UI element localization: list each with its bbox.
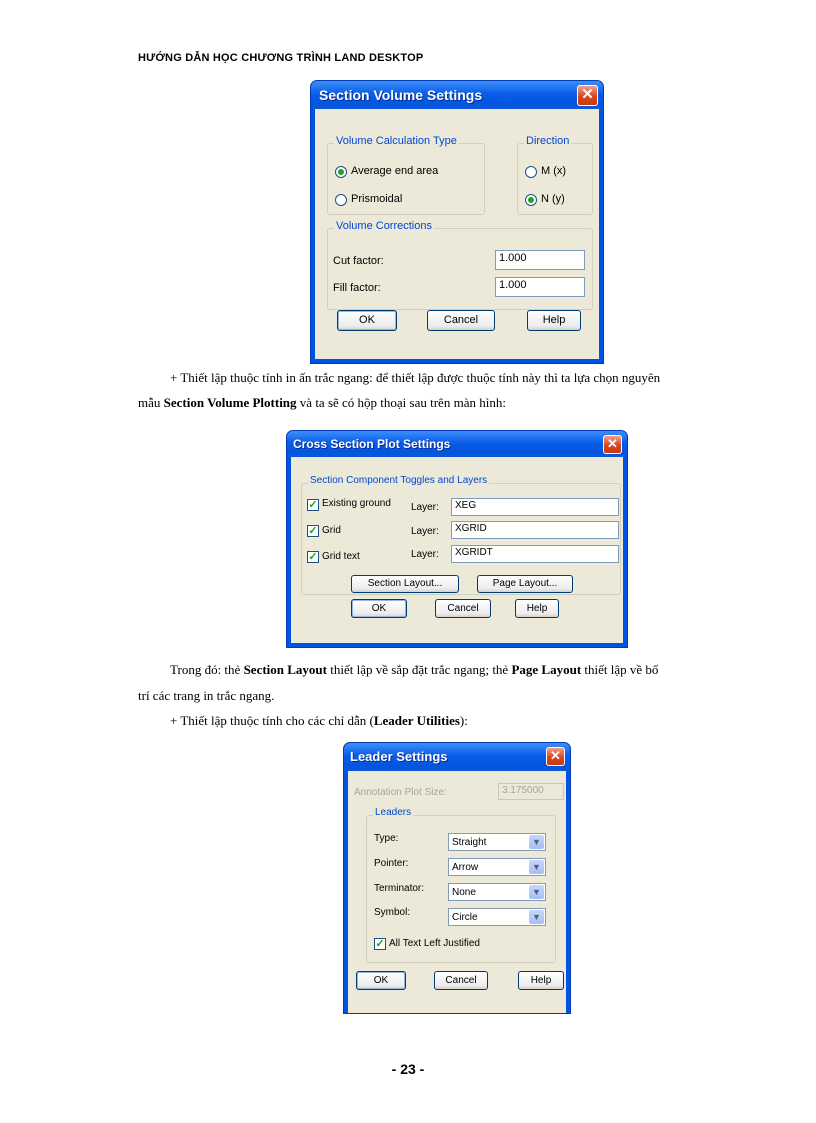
fill-factor-label: Fill factor: <box>333 282 381 294</box>
cross-section-plot-settings-dialog <box>286 430 628 648</box>
dialog-title: Section Volume Settings <box>319 87 483 103</box>
direction-n-label: N (y) <box>541 193 565 205</box>
group-legend: Volume Calculation Type <box>336 135 457 147</box>
text: + Thiết lập thuộc tính in ấn trắc ngang: để thiết lập được thuộc tính này thì ta lựa chọn nguyên <box>170 370 661 385</box>
type-label: Type: <box>374 833 399 844</box>
direction-m-label: M (x) <box>541 165 567 177</box>
bold-term: Leader Utilities <box>373 713 460 728</box>
grid-layer-input[interactable]: XGRID <box>451 521 619 539</box>
close-icon[interactable]: ✕ <box>546 747 565 766</box>
dialog-titlebar[interactable] <box>287 431 627 457</box>
terminator-label: Terminator: <box>374 883 425 894</box>
symbol-label: Symbol: <box>374 907 411 918</box>
dialog-client <box>315 109 599 359</box>
layer-label: Layer: <box>411 502 439 513</box>
running-header: HƯỚNG DẪN HỌC CHƯƠNG TRÌNH LAND DESKTOP <box>138 52 424 64</box>
group-legend: Volume Corrections <box>336 220 432 232</box>
dialog-titlebar[interactable] <box>311 81 603 109</box>
layer-label: Layer: <box>411 549 439 560</box>
dialog-client <box>291 457 623 643</box>
text: trí các trang in trắc ngang. <box>138 688 275 703</box>
bold-term: Page Layout <box>511 662 582 677</box>
cancel-button[interactable]: Cancel <box>435 599 491 618</box>
dialog-titlebar[interactable] <box>344 743 570 771</box>
paragraph-print-settings <box>170 370 660 386</box>
select-value: Arrow <box>452 862 479 873</box>
close-icon[interactable]: ✕ <box>603 435 622 454</box>
text: và ta sẽ có hộp thoại sau trên màn hình: <box>296 395 506 410</box>
annotation-plot-size-label: Annotation Plot Size: <box>354 787 447 798</box>
type-select[interactable] <box>448 833 546 851</box>
ok-button[interactable]: OK <box>351 599 407 618</box>
paragraph-layout-explanation-cont <box>138 688 274 704</box>
prismoidal-label: Prismoidal <box>351 193 403 205</box>
layer-label: Layer: <box>411 526 439 537</box>
average-end-area-radio[interactable] <box>335 166 347 178</box>
annotation-plot-size-input: 3.175000 <box>498 783 564 800</box>
leader-settings-dialog <box>343 742 571 1014</box>
chevron-down-icon[interactable]: ▼ <box>529 860 544 874</box>
bold-term: Section Volume Plotting <box>163 395 297 410</box>
bold-term: Section Layout <box>243 662 327 677</box>
dialog-title: Cross Section Plot Settings <box>293 437 451 451</box>
grid-text-label: Grid text <box>322 551 360 562</box>
section-layout-button[interactable]: Section Layout... <box>351 575 459 593</box>
all-text-left-justified-checkbox[interactable]: ✓ <box>375 938 385 950</box>
text: thiết lập về bố <box>581 662 659 677</box>
prismoidal-radio[interactable] <box>335 194 347 206</box>
select-value: None <box>452 887 476 898</box>
select-value: Straight <box>452 837 487 848</box>
symbol-select[interactable] <box>448 908 546 926</box>
section-volume-settings-dialog <box>310 80 604 364</box>
paragraph-print-settings-cont <box>138 395 506 411</box>
chevron-down-icon[interactable]: ▼ <box>529 910 544 924</box>
help-button[interactable]: Help <box>518 971 564 990</box>
select-value: Circle <box>452 912 478 923</box>
existing-ground-label: Existing ground <box>322 498 391 509</box>
text: mẫu <box>138 395 164 410</box>
dialog-title: Leader Settings <box>350 749 448 764</box>
grid-checkbox[interactable]: ✓ <box>308 525 318 537</box>
help-button[interactable]: Help <box>527 310 581 331</box>
text: thiết lập về sắp đặt trắc ngang; thẻ <box>326 662 512 677</box>
fill-factor-input[interactable]: 1.000 <box>495 277 585 297</box>
direction-n-radio[interactable] <box>525 194 537 206</box>
group-legend: Leaders <box>375 807 412 818</box>
cancel-button[interactable]: Cancel <box>427 310 495 331</box>
dialog-client <box>348 771 566 1013</box>
page-number: - 23 - <box>391 1061 425 1077</box>
close-icon[interactable]: ✕ <box>577 85 598 106</box>
grid-text-checkbox[interactable]: ✓ <box>308 551 318 563</box>
cut-factor-input[interactable]: 1.000 <box>495 250 585 270</box>
cancel-button[interactable]: Cancel <box>434 971 488 990</box>
terminator-select[interactable] <box>448 883 546 901</box>
group-legend: Direction <box>526 135 570 147</box>
grid-text-layer-input[interactable]: XGRIDT <box>451 545 619 563</box>
help-button[interactable]: Help <box>515 599 559 618</box>
text: + Thiết lập thuộc tính cho các chỉ dẫn ( <box>170 713 374 728</box>
all-text-left-justified-label: All Text Left Justified <box>389 938 480 949</box>
cut-factor-label: Cut factor: <box>333 255 384 267</box>
ok-button[interactable]: OK <box>356 971 406 990</box>
pointer-label: Pointer: <box>374 858 409 869</box>
text: Trong đó: thẻ <box>170 662 244 677</box>
group-legend: Section Component Toggles and Layers <box>310 475 488 486</box>
direction-m-radio[interactable] <box>525 166 537 178</box>
existing-ground-layer-input[interactable]: XEG <box>451 498 619 516</box>
chevron-down-icon[interactable]: ▼ <box>529 835 544 849</box>
pointer-select[interactable] <box>448 858 546 876</box>
existing-ground-checkbox[interactable]: ✓ <box>308 499 318 511</box>
chevron-down-icon[interactable]: ▼ <box>529 885 544 899</box>
grid-label: Grid <box>322 525 341 536</box>
paragraph-leader-settings <box>170 713 468 729</box>
ok-button[interactable]: OK <box>337 310 397 331</box>
text: ): <box>459 713 468 728</box>
page-layout-button[interactable]: Page Layout... <box>477 575 573 593</box>
paragraph-layout-explanation <box>170 662 658 678</box>
average-end-area-label: Average end area <box>351 165 439 177</box>
